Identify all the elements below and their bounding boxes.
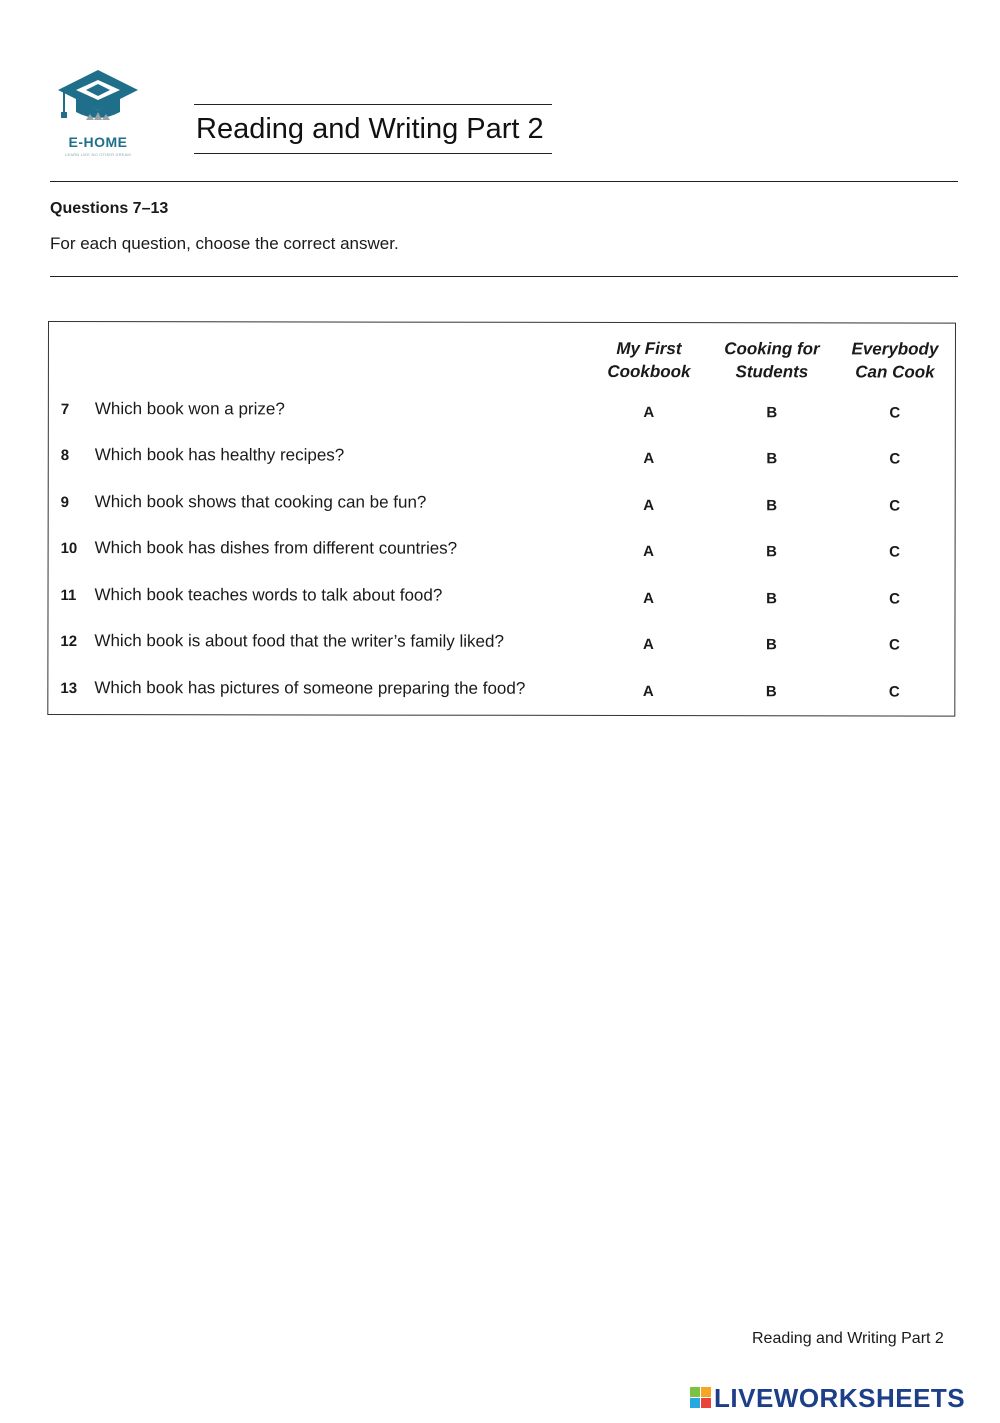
- question-text: Which book has pictures of someone preparing the food?: [94, 678, 526, 698]
- question-row-9: [49, 490, 955, 522]
- question-text: Which book teaches words to talk about food?: [94, 585, 443, 605]
- column-header-line: Everybody: [851, 339, 939, 359]
- logo-tagline: LEARN LIKE NO OTHER DREAM: [65, 152, 131, 157]
- liveworksheets-icon: [690, 1387, 712, 1409]
- option-a[interactable]: A: [643, 404, 655, 422]
- option-c[interactable]: C: [889, 450, 901, 468]
- question-number: 11: [60, 587, 77, 605]
- question-text: Which book won a prize?: [94, 399, 285, 419]
- option-b[interactable]: B: [766, 497, 778, 515]
- questions-label: Questions 7–13: [50, 200, 169, 217]
- page-title: Reading and Writing Part 2: [196, 113, 544, 145]
- question-number: 7: [60, 401, 70, 419]
- column-header-line: My First: [616, 338, 682, 359]
- question-row-13: [48, 676, 954, 708]
- option-a[interactable]: A: [643, 497, 655, 515]
- question-row-12: [48, 629, 954, 661]
- option-c[interactable]: C: [889, 590, 900, 608]
- option-a[interactable]: A: [642, 636, 654, 654]
- logo-text: E-HOME: [68, 134, 128, 150]
- option-b[interactable]: B: [766, 590, 777, 608]
- option-c[interactable]: C: [889, 543, 901, 561]
- column-header-line: Cooking for: [724, 339, 820, 359]
- liveworksheets-wordmark: LIVEWORKSHEETS: [714, 1383, 966, 1413]
- column-header-line: Cookbook: [607, 361, 691, 382]
- option-c[interactable]: C: [889, 404, 901, 422]
- option-b[interactable]: B: [766, 543, 778, 561]
- column-header-everybody-can-cook: [825, 337, 965, 383]
- option-b[interactable]: B: [766, 450, 778, 468]
- question-text: Which book has healthy recipes?: [94, 445, 345, 465]
- question-text: Which book shows that cooking can be fun?: [94, 492, 427, 512]
- option-a[interactable]: A: [643, 450, 655, 468]
- question-row-7: [49, 397, 955, 429]
- instruction-divider: [50, 276, 958, 277]
- option-a[interactable]: A: [643, 590, 654, 608]
- question-row-8: [49, 443, 955, 475]
- top-divider: [50, 181, 958, 182]
- option-b[interactable]: B: [765, 636, 777, 654]
- question-text: Which book is about food that the writer’s family liked?: [94, 631, 504, 651]
- question-number: 9: [60, 494, 70, 512]
- question-row-10: [49, 536, 955, 568]
- option-b[interactable]: B: [765, 683, 777, 701]
- option-b[interactable]: B: [766, 404, 778, 422]
- e-home-logo: [56, 68, 140, 158]
- column-header-line: Students: [735, 362, 809, 382]
- column-header-my-first-cookbook: [579, 337, 719, 383]
- column-header-cooking-for-students: [702, 337, 842, 383]
- option-c[interactable]: C: [889, 497, 901, 515]
- option-a[interactable]: A: [642, 683, 654, 701]
- question-text: Which book has dishes from different countries?: [94, 538, 458, 558]
- footer-label: Reading and Writing Part 2: [752, 1330, 944, 1347]
- question-table: [47, 321, 956, 717]
- question-number: 13: [60, 680, 78, 698]
- question-number: 12: [60, 633, 78, 651]
- option-a[interactable]: A: [643, 543, 655, 561]
- option-c[interactable]: C: [888, 683, 900, 701]
- question-number: 8: [60, 447, 70, 465]
- graduation-cap-icon: [56, 68, 140, 130]
- option-c[interactable]: C: [888, 636, 900, 654]
- question-number: 10: [60, 540, 78, 558]
- instruction-text: For each question, choose the correct answer.: [50, 234, 399, 253]
- column-header-line: Can Cook: [855, 362, 935, 382]
- title-box: [194, 104, 552, 154]
- question-row-11: [48, 583, 954, 615]
